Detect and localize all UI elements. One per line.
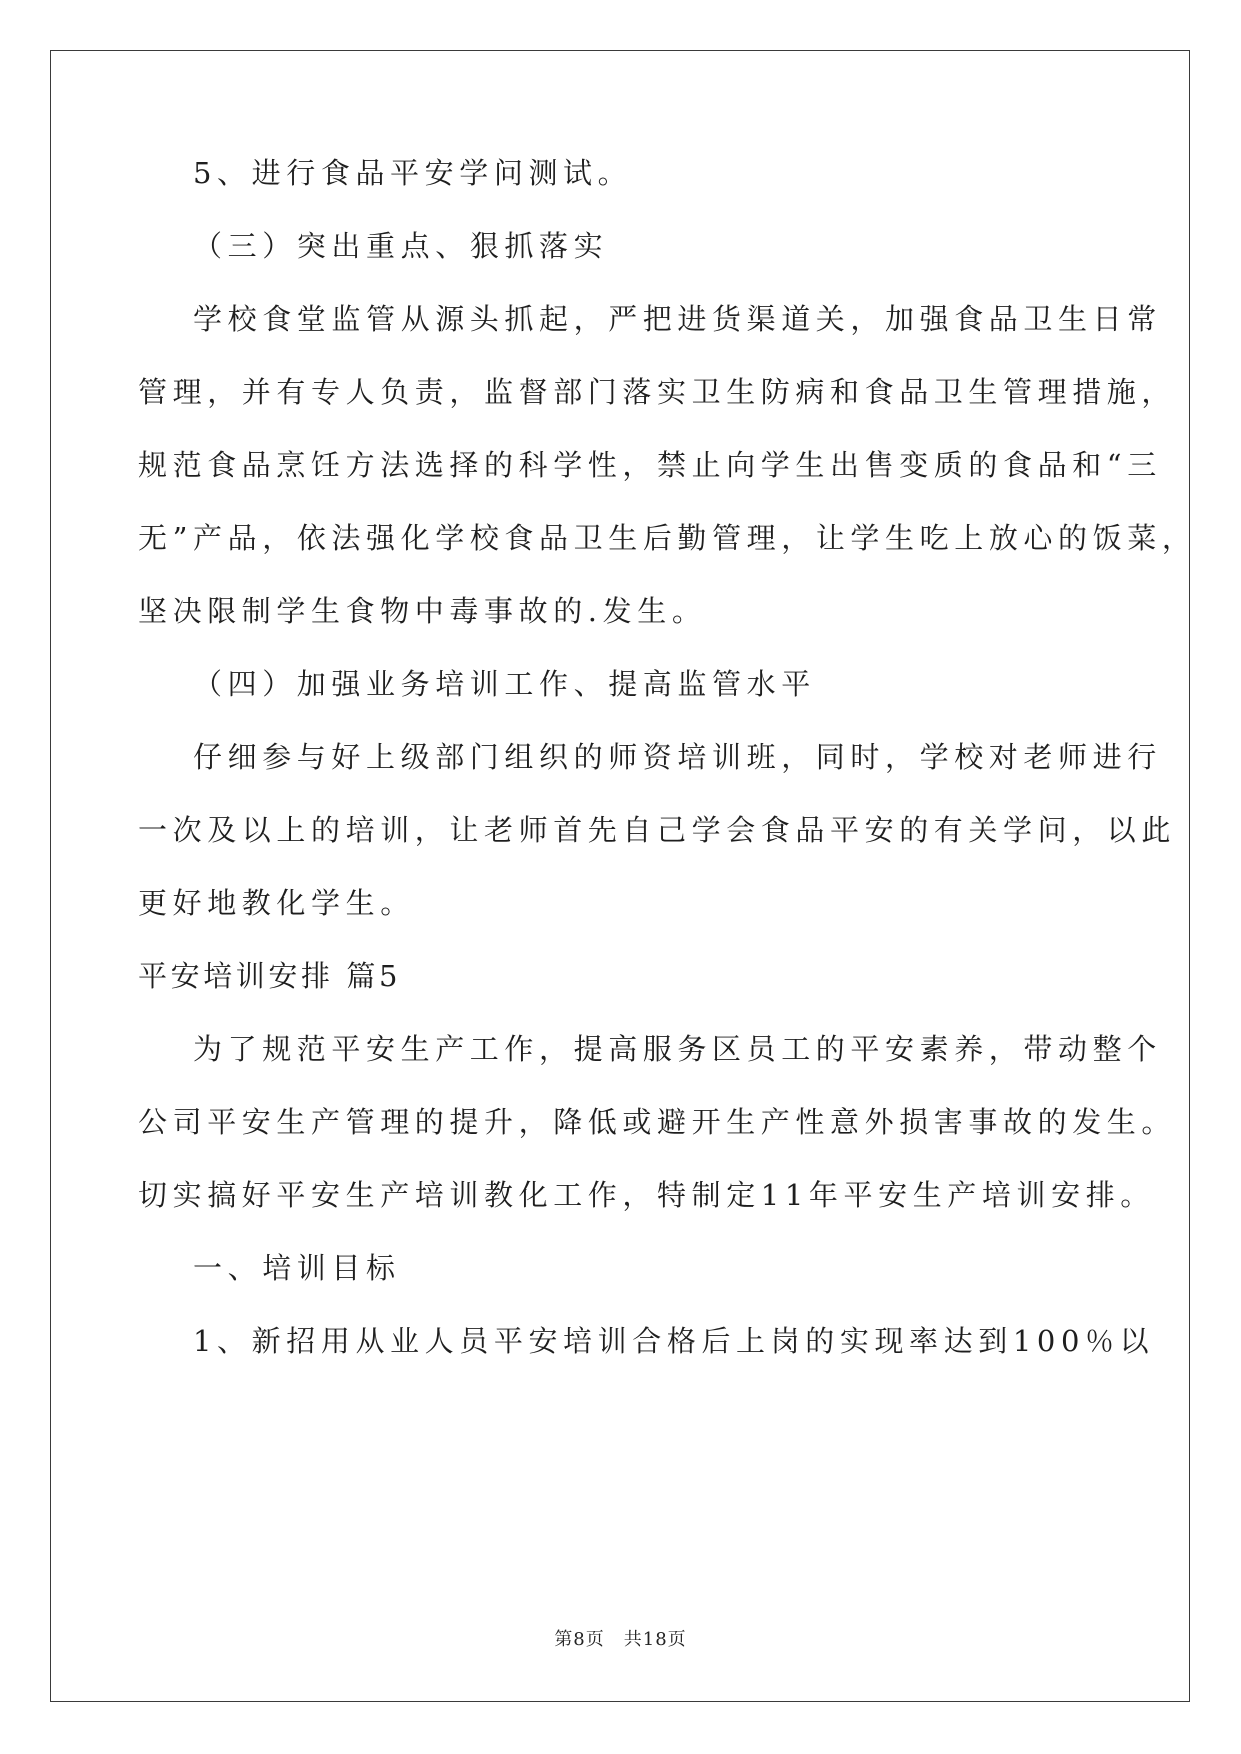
section-heading-training-goals: 一、培训目标 bbox=[193, 1251, 401, 1285]
paragraph-line: 无”产品，依法强化学校食品卫生后勤管理，让学生吃上放心的饭菜， bbox=[138, 521, 1197, 555]
paragraph-line: 学校食堂监管从源头抓起，严把进货渠道关，加强食品卫生日常 bbox=[193, 302, 1162, 336]
page-number-footer: 第8页 共18页 bbox=[554, 1629, 687, 1650]
paragraph-line: 仔细参与好上级部门组织的师资培训班，同时，学校对老师进行 bbox=[193, 740, 1162, 774]
page-border bbox=[50, 50, 1190, 1702]
paragraph-line: 为了规范平安生产工作，提高服务区员工的平安素养，带动整个 bbox=[193, 1032, 1162, 1066]
section-heading-3: （三）突出重点、狠抓落实 bbox=[193, 229, 609, 263]
section-heading-4: （四）加强业务培训工作、提高监管水平 bbox=[193, 667, 816, 701]
paragraph-line: 坚决限制学生食物中毒事故的.发生。 bbox=[138, 594, 707, 628]
paragraph-line: 管理，并有专人负责，监督部门落实卫生防病和食品卫生管理措施， bbox=[138, 375, 1177, 409]
paragraph-line: 公司平安生产管理的提升，降低或避开生产性意外损害事故的发生。 bbox=[138, 1105, 1177, 1139]
list-item-1-new-hires: 1、新招用从业人员平安培训合格后上岗的实现率达到100％以 bbox=[193, 1324, 1155, 1358]
paragraph-line: 切实搞好平安生产培训教化工作，特制定11年平安生产培训安排。 bbox=[138, 1178, 1155, 1212]
paragraph-line: 更好地教化学生。 bbox=[138, 886, 415, 920]
paragraph-line: 规范食品烹饪方法选择的科学性，禁止向学生出售变质的食品和“三 bbox=[138, 448, 1162, 482]
article-title: 平安培训安排 篇5 bbox=[138, 959, 402, 993]
list-item-5-food-safety-test: 5、进行食品平安学问测试。 bbox=[193, 156, 633, 190]
paragraph-line: 一次及以上的培训，让老师首先自己学会食品平安的有关学问，以此 bbox=[138, 813, 1177, 847]
